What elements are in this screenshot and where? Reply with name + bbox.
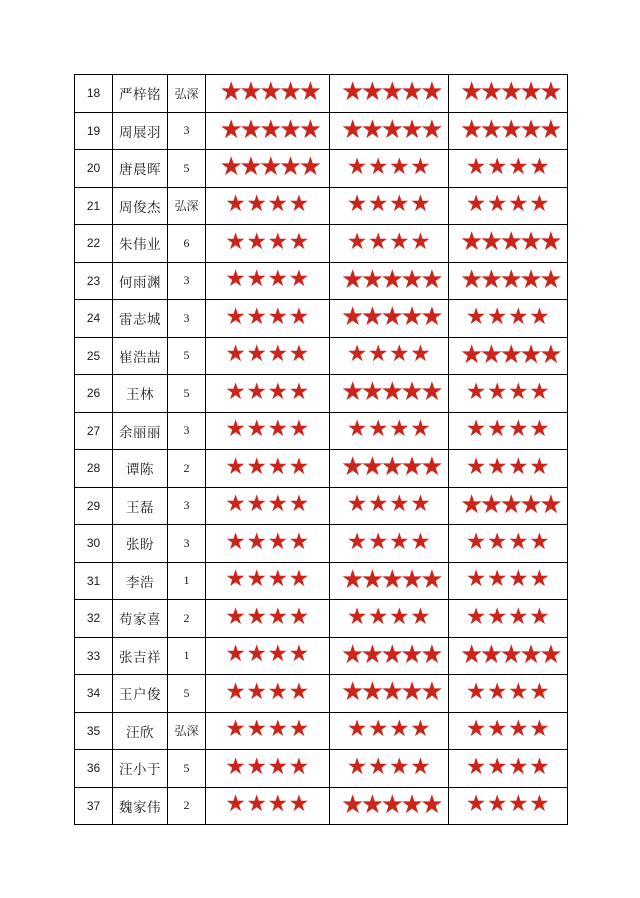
student-name-cell: 汪欣 [113, 712, 168, 750]
star-rating: ★★★★ [465, 528, 551, 555]
class-cell: 5 [168, 675, 206, 713]
rating-cell-1 [206, 675, 330, 713]
rating-cell-1 [206, 150, 330, 188]
class-cell: 弘深 [168, 712, 206, 750]
row-number-cell: 31 [75, 562, 113, 600]
class-cell: 弘深 [168, 187, 206, 225]
star-rating: ★★★★★ [340, 639, 441, 670]
student-name-cell: 崔浩喆 [113, 337, 168, 375]
star-rating: ★★★★★ [219, 152, 319, 183]
rating-cell-2 [330, 187, 449, 225]
rating-cell-2 [330, 562, 449, 600]
star-rating: ★★★★ [346, 416, 432, 443]
rating-cell-1 [206, 450, 330, 488]
star-rating: ★★★★ [225, 191, 310, 218]
class-cell: 2 [168, 600, 206, 638]
row-number-cell: 24 [75, 300, 113, 338]
table-row [75, 450, 568, 488]
star-rating: ★★★★★ [219, 114, 319, 145]
star-rating: ★★★★ [225, 378, 310, 405]
rating-cell-3 [449, 337, 568, 375]
star-rating: ★★★★★ [459, 264, 560, 295]
student-name-cell: 王林 [113, 375, 168, 413]
rating-cell-1 [206, 750, 330, 788]
student-name-cell: 张吉祥 [113, 637, 168, 675]
star-rating: ★★★★★ [459, 489, 560, 520]
student-name-cell: 王磊 [113, 487, 168, 525]
rating-cell-2 [330, 787, 449, 825]
row-number-cell: 32 [75, 600, 113, 638]
table-row [75, 675, 568, 713]
rating-cell-3 [449, 750, 568, 788]
rating-cell-3 [449, 75, 568, 113]
table-row [75, 487, 568, 525]
star-rating: ★★★★ [225, 341, 310, 368]
star-rating: ★★★★★ [340, 302, 441, 333]
rating-cell-2 [330, 375, 449, 413]
class-cell: 1 [168, 637, 206, 675]
ratings-table [74, 74, 568, 825]
row-number-cell: 34 [75, 675, 113, 713]
class-cell: 5 [168, 150, 206, 188]
row-number-cell: 21 [75, 187, 113, 225]
student-name-cell: 魏家伟 [113, 787, 168, 825]
rating-cell-1 [206, 300, 330, 338]
star-rating: ★★★★ [225, 791, 310, 818]
star-rating: ★★★★ [225, 566, 310, 593]
star-rating: ★★★★ [465, 153, 551, 180]
star-rating: ★★★★ [225, 266, 310, 293]
star-rating: ★★★★★ [340, 264, 441, 295]
class-cell: 2 [168, 450, 206, 488]
star-rating: ★★★★ [346, 191, 432, 218]
row-number-cell: 25 [75, 337, 113, 375]
student-name-cell: 李浩 [113, 562, 168, 600]
student-name-cell: 严梓铭 [113, 75, 168, 113]
rating-cell-2 [330, 150, 449, 188]
star-rating: ★★★★★ [459, 114, 560, 145]
class-cell: 5 [168, 375, 206, 413]
row-number-cell: 35 [75, 712, 113, 750]
rating-cell-1 [206, 112, 330, 150]
student-name-cell: 王户俊 [113, 675, 168, 713]
table-row [75, 412, 568, 450]
rating-cell-3 [449, 262, 568, 300]
star-rating: ★★★★ [346, 753, 432, 780]
rating-cell-1 [206, 787, 330, 825]
class-cell: 2 [168, 787, 206, 825]
class-cell: 3 [168, 487, 206, 525]
star-rating: ★★★★ [225, 491, 310, 518]
student-name-cell: 余丽丽 [113, 412, 168, 450]
star-rating: ★★★★★ [340, 452, 441, 483]
table-row [75, 600, 568, 638]
rating-cell-1 [206, 412, 330, 450]
rating-cell-1 [206, 525, 330, 563]
table-row [75, 337, 568, 375]
star-rating: ★★★★ [225, 603, 310, 630]
table-row [75, 262, 568, 300]
star-rating: ★★★★ [465, 603, 551, 630]
row-number-cell: 27 [75, 412, 113, 450]
table-row [75, 112, 568, 150]
student-name-cell: 周俊杰 [113, 187, 168, 225]
rating-cell-3 [449, 675, 568, 713]
star-rating: ★★★★★ [459, 639, 560, 670]
rating-cell-2 [330, 450, 449, 488]
rating-cell-3 [449, 525, 568, 563]
row-number-cell: 36 [75, 750, 113, 788]
star-rating: ★★★★ [465, 566, 551, 593]
row-number-cell: 37 [75, 787, 113, 825]
star-rating: ★★★★ [225, 716, 310, 743]
row-number-cell: 26 [75, 375, 113, 413]
rating-cell-2 [330, 300, 449, 338]
star-rating: ★★★★ [346, 341, 432, 368]
star-rating: ★★★★★ [340, 564, 441, 595]
row-number-cell: 30 [75, 525, 113, 563]
student-name-cell: 唐晨晖 [113, 150, 168, 188]
rating-cell-3 [449, 487, 568, 525]
star-rating: ★★★★ [465, 791, 551, 818]
star-rating: ★★★★ [225, 678, 310, 705]
rating-cell-3 [449, 637, 568, 675]
table-row [75, 787, 568, 825]
star-rating: ★★★★★ [459, 227, 560, 258]
rating-cell-1 [206, 487, 330, 525]
rating-cell-3 [449, 150, 568, 188]
row-number-cell: 19 [75, 112, 113, 150]
student-name-cell: 何雨渊 [113, 262, 168, 300]
table-row [75, 750, 568, 788]
star-rating: ★★★★ [465, 678, 551, 705]
class-cell: 5 [168, 337, 206, 375]
star-rating: ★★★★ [346, 716, 432, 743]
star-rating: ★★★★★ [340, 77, 441, 108]
rating-cell-2 [330, 225, 449, 263]
star-rating: ★★★★ [225, 641, 310, 668]
rating-cell-2 [330, 600, 449, 638]
table-row [75, 225, 568, 263]
rating-cell-3 [449, 787, 568, 825]
rating-cell-2 [330, 712, 449, 750]
table-row [75, 712, 568, 750]
rating-cell-3 [449, 112, 568, 150]
rating-cell-3 [449, 412, 568, 450]
table-row [75, 150, 568, 188]
rating-cell-1 [206, 712, 330, 750]
star-rating: ★★★★★ [340, 789, 441, 820]
rating-cell-3 [449, 562, 568, 600]
student-name-cell: 苟家喜 [113, 600, 168, 638]
row-number-cell: 18 [75, 75, 113, 113]
star-rating: ★★★★★ [340, 677, 441, 708]
rating-cell-1 [206, 262, 330, 300]
student-name-cell: 朱伟业 [113, 225, 168, 263]
row-number-cell: 20 [75, 150, 113, 188]
rating-cell-3 [449, 450, 568, 488]
class-cell: 3 [168, 262, 206, 300]
student-name-cell: 谭陈 [113, 450, 168, 488]
star-rating: ★★★★ [465, 416, 551, 443]
star-rating: ★★★★ [346, 528, 432, 555]
star-rating: ★★★★ [465, 753, 551, 780]
row-number-cell: 23 [75, 262, 113, 300]
rating-cell-3 [449, 712, 568, 750]
row-number-cell: 22 [75, 225, 113, 263]
rating-cell-1 [206, 337, 330, 375]
star-rating: ★★★★ [346, 153, 432, 180]
star-rating: ★★★★ [225, 303, 310, 330]
student-name-cell: 周展羽 [113, 112, 168, 150]
class-cell: 6 [168, 225, 206, 263]
star-rating: ★★★★ [346, 603, 432, 630]
row-number-cell: 29 [75, 487, 113, 525]
rating-cell-2 [330, 675, 449, 713]
star-rating: ★★★★ [225, 416, 310, 443]
class-cell: 3 [168, 300, 206, 338]
rating-cell-3 [449, 225, 568, 263]
rating-cell-2 [330, 637, 449, 675]
star-rating: ★★★★ [225, 753, 310, 780]
star-rating: ★★★★ [465, 303, 551, 330]
row-number-cell: 28 [75, 450, 113, 488]
rating-cell-3 [449, 300, 568, 338]
student-name-cell: 汪小于 [113, 750, 168, 788]
star-rating: ★★★★ [346, 491, 432, 518]
student-name-cell: 张盼 [113, 525, 168, 563]
rating-cell-3 [449, 187, 568, 225]
rating-cell-3 [449, 600, 568, 638]
star-rating: ★★★★★ [219, 77, 319, 108]
rating-cell-2 [330, 412, 449, 450]
class-cell: 1 [168, 562, 206, 600]
table-row [75, 525, 568, 563]
rating-cell-1 [206, 375, 330, 413]
rating-cell-2 [330, 112, 449, 150]
star-rating: ★★★★ [346, 228, 432, 255]
star-rating: ★★★★ [465, 453, 551, 480]
star-rating: ★★★★★ [459, 77, 560, 108]
rating-cell-1 [206, 562, 330, 600]
rating-cell-2 [330, 75, 449, 113]
star-rating: ★★★★ [465, 191, 551, 218]
rating-cell-2 [330, 750, 449, 788]
rating-cell-2 [330, 337, 449, 375]
rating-cell-2 [330, 262, 449, 300]
rating-cell-2 [330, 525, 449, 563]
student-name-cell: 雷志城 [113, 300, 168, 338]
rating-cell-2 [330, 487, 449, 525]
rating-cell-1 [206, 600, 330, 638]
class-cell: 5 [168, 750, 206, 788]
class-cell: 3 [168, 525, 206, 563]
class-cell: 3 [168, 112, 206, 150]
table-row [75, 562, 568, 600]
ratings-table-body [75, 75, 568, 825]
class-cell: 3 [168, 412, 206, 450]
star-rating: ★★★★★ [340, 377, 441, 408]
star-rating: ★★★★★ [459, 339, 560, 370]
star-rating: ★★★★ [225, 528, 310, 555]
table-row [75, 300, 568, 338]
rating-cell-1 [206, 637, 330, 675]
rating-cell-1 [206, 75, 330, 113]
star-rating: ★★★★ [465, 378, 551, 405]
star-rating: ★★★★★ [340, 114, 441, 145]
rating-cell-3 [449, 375, 568, 413]
star-rating: ★★★★ [465, 716, 551, 743]
table-row [75, 637, 568, 675]
row-number-cell: 33 [75, 637, 113, 675]
table-row [75, 75, 568, 113]
star-rating: ★★★★ [225, 453, 310, 480]
table-row [75, 187, 568, 225]
rating-cell-1 [206, 225, 330, 263]
class-cell: 弘深 [168, 75, 206, 113]
star-rating: ★★★★ [225, 228, 310, 255]
rating-cell-1 [206, 187, 330, 225]
table-row [75, 375, 568, 413]
